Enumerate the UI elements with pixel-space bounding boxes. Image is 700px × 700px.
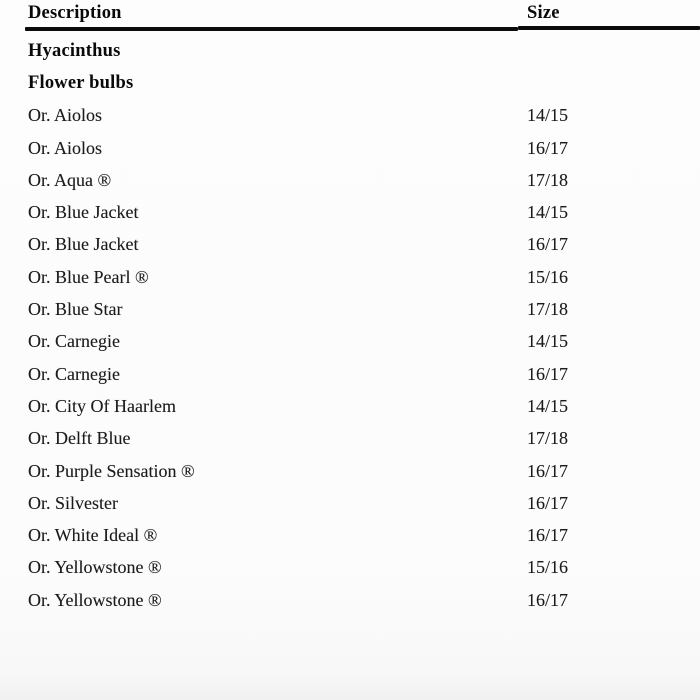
row-size: 16/17 [527, 492, 569, 513]
row-size: 14/15 [527, 395, 569, 416]
row-description: Or. Purple Sensation ® [28, 460, 195, 481]
table-row [28, 293, 700, 325]
section-category-title: Flower bulbs [28, 72, 134, 93]
row-description: Or. Blue Jacket [28, 202, 139, 223]
row-description: Or. Carnegie [28, 363, 120, 384]
table-row [28, 229, 700, 261]
row-description: Or. Aiolos [28, 105, 103, 126]
row-size: 15/16 [527, 557, 569, 578]
table-row [28, 164, 700, 196]
row-description: Or. Carnegie [28, 331, 120, 352]
row-description: Or. Blue Star [28, 299, 123, 320]
row-description: Or. City Of Haarlem [28, 395, 176, 416]
table-row [28, 584, 700, 616]
table-row [28, 552, 700, 584]
row-description: Or. Blue Jacket [28, 234, 139, 255]
table-row [28, 487, 700, 519]
row-size: 16/17 [527, 589, 569, 610]
row-description: Or. White Ideal ® [28, 525, 158, 546]
table-row [28, 455, 700, 487]
header-rule [25, 26, 700, 31]
row-size: 14/15 [527, 331, 569, 352]
row-size: 17/18 [527, 299, 569, 320]
row-description: Or. Yellowstone ® [28, 589, 162, 610]
row-size: 16/17 [527, 525, 569, 546]
table-body [0, 31, 700, 616]
table-row [28, 196, 700, 228]
row-size: 15/16 [527, 266, 569, 287]
row-size: 16/17 [527, 137, 569, 158]
table-row [28, 261, 700, 293]
row-description: Or. Blue Pearl ® [28, 266, 149, 287]
table-row [28, 519, 700, 551]
table-row [28, 358, 700, 390]
section-genus-row [28, 35, 700, 67]
header-rule-right-segment [518, 26, 700, 30]
row-size: 17/18 [527, 169, 569, 190]
row-size: 16/17 [527, 460, 569, 481]
row-description: Or. Silvester [28, 492, 118, 513]
column-header-description: Description [28, 3, 122, 23]
table-row [28, 423, 700, 455]
row-size: 17/18 [527, 428, 569, 449]
row-description: Or. Aiolos [28, 137, 103, 158]
table-header-row [0, 0, 700, 26]
column-header-size: Size [527, 3, 560, 23]
row-description: Or. Delft Blue [28, 428, 131, 449]
row-size: 16/17 [527, 234, 569, 255]
header-rule-left-segment [25, 27, 518, 31]
row-size: 14/15 [527, 202, 569, 223]
section-category-row [28, 67, 700, 99]
row-description: Or. Yellowstone ® [28, 557, 162, 578]
table-row [28, 132, 700, 164]
table-row [28, 326, 700, 358]
section-genus-title: Hyacinthus [28, 40, 121, 61]
table-row [28, 100, 700, 132]
row-size: 16/17 [527, 363, 569, 384]
row-size: 14/15 [527, 105, 569, 126]
row-description: Or. Aqua ® [28, 169, 112, 190]
table-row [28, 390, 700, 422]
